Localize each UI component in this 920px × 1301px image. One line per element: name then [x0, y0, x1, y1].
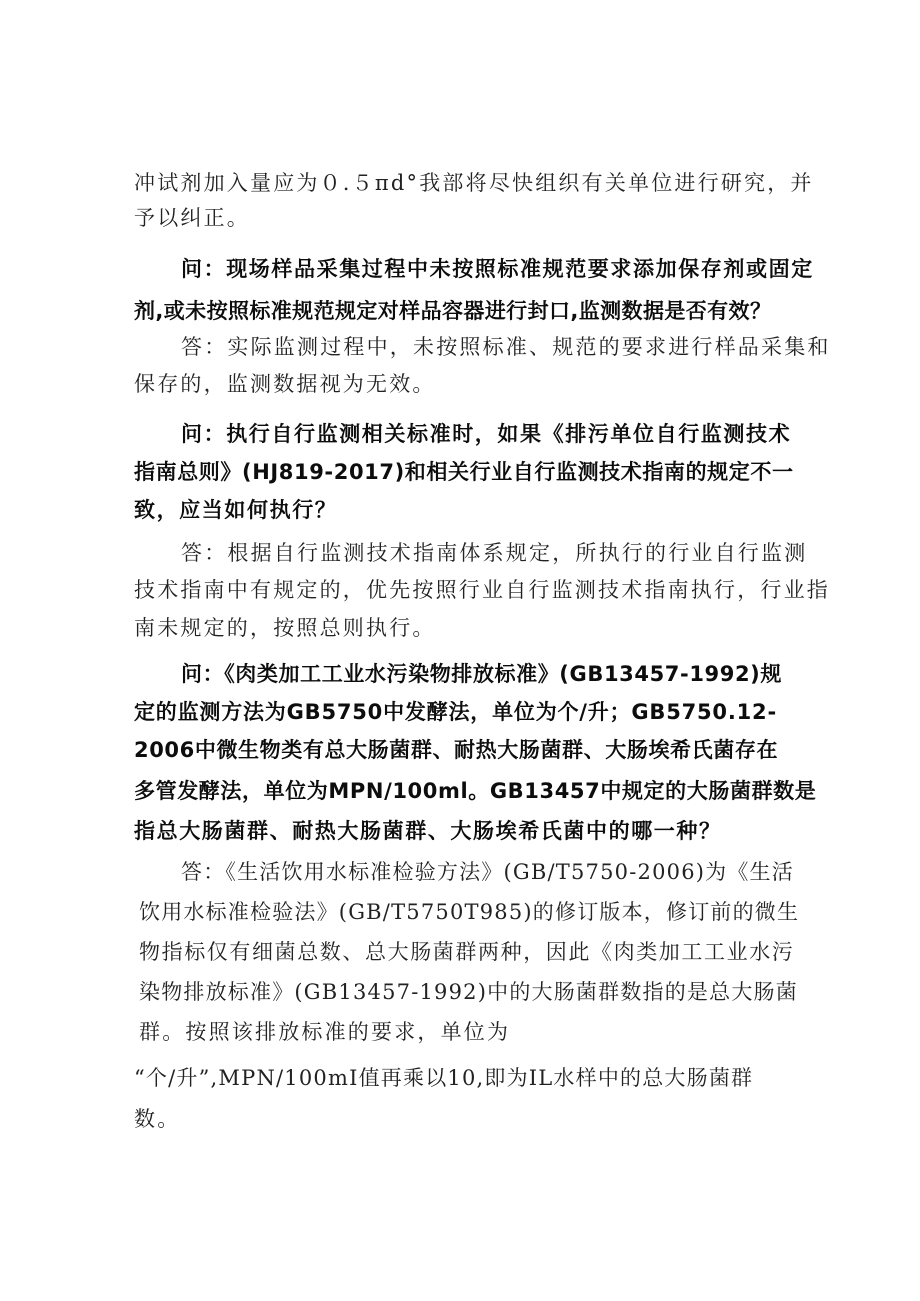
- question-line: 定的监测方法为GB5750中发酵法，单位为个/升；GB5750.12-: [134, 700, 777, 724]
- intro-line: 予以纠正。: [134, 206, 250, 230]
- answer-line: 南未规定的，按照总则执行。: [134, 616, 436, 640]
- answer-line: “个/升”,MPN/100mI值再乘以10,即为IL水样中的总大肠菌群: [134, 1066, 754, 1090]
- answer-line: 群。按照该排放标准的要求，单位为: [139, 1020, 511, 1044]
- question-line: 问：现场样品采集过程中未按照标准规范要求添加保存剂或固定: [181, 257, 814, 281]
- answer-line: 答：《生活饮用水标准检验方法》(GB/T5750-2006)为《生活: [181, 860, 794, 884]
- answer-line: 答：实际监测过程中，未按照标准、规范的要求进行样品采集和: [181, 335, 831, 359]
- answer-line: 答：根据自行监测技术指南体系规定，所执行的行业自行监测: [181, 541, 808, 565]
- question-line: 2006中微生物类有总大肠菌群、耐热大肠菌群、大肠埃希氏菌存在: [134, 738, 779, 762]
- answer-line: 染物排放标准》(GB13457-1992)中的大肠菌群数指的是总大肠菌: [139, 980, 798, 1004]
- answer-line: 数。: [134, 1107, 181, 1131]
- question-line: 剂,或未按照标准规范规定对样品容器进行封口,监测数据是否有效？: [134, 299, 772, 323]
- question-line: 致，应当如何执行？: [134, 498, 338, 522]
- question-line: 问：执行自行监测相关标准时，如果《排污单位自行监测技术: [181, 422, 792, 446]
- intro-line: 冲试剂加入量应为０.５πd°我部将尽快组织有关单位进行研究，并: [134, 171, 814, 195]
- question-line: 指总大肠菌群、耐热大肠菌群、大肠埃希氏菌中的哪一种？: [134, 819, 722, 843]
- question-line: 指南总则》(HJ819-2017)和相关行业自行监测技术指南的规定不一: [134, 460, 794, 484]
- answer-line: 饮用水标准检验法》(GB/T5750T985)的修订版本，修订前的微生: [139, 900, 800, 924]
- answer-line: 保存的，监测数据视为无效。: [134, 372, 436, 396]
- question-line: 问：《肉类加工工业水污染物排放标准》(GB13457-1992)规: [181, 662, 782, 686]
- question-line: 多管发酵法，单位为MPN/100ml。GB13457中规定的大肠菌群数是: [134, 779, 817, 803]
- answer-line: 技术指南中有规定的，优先按照行业自行监测技术指南执行，行业指: [134, 578, 830, 602]
- answer-line: 物指标仅有细菌总数、总大肠菌群两种，因此《肉类加工工业水污: [139, 940, 795, 964]
